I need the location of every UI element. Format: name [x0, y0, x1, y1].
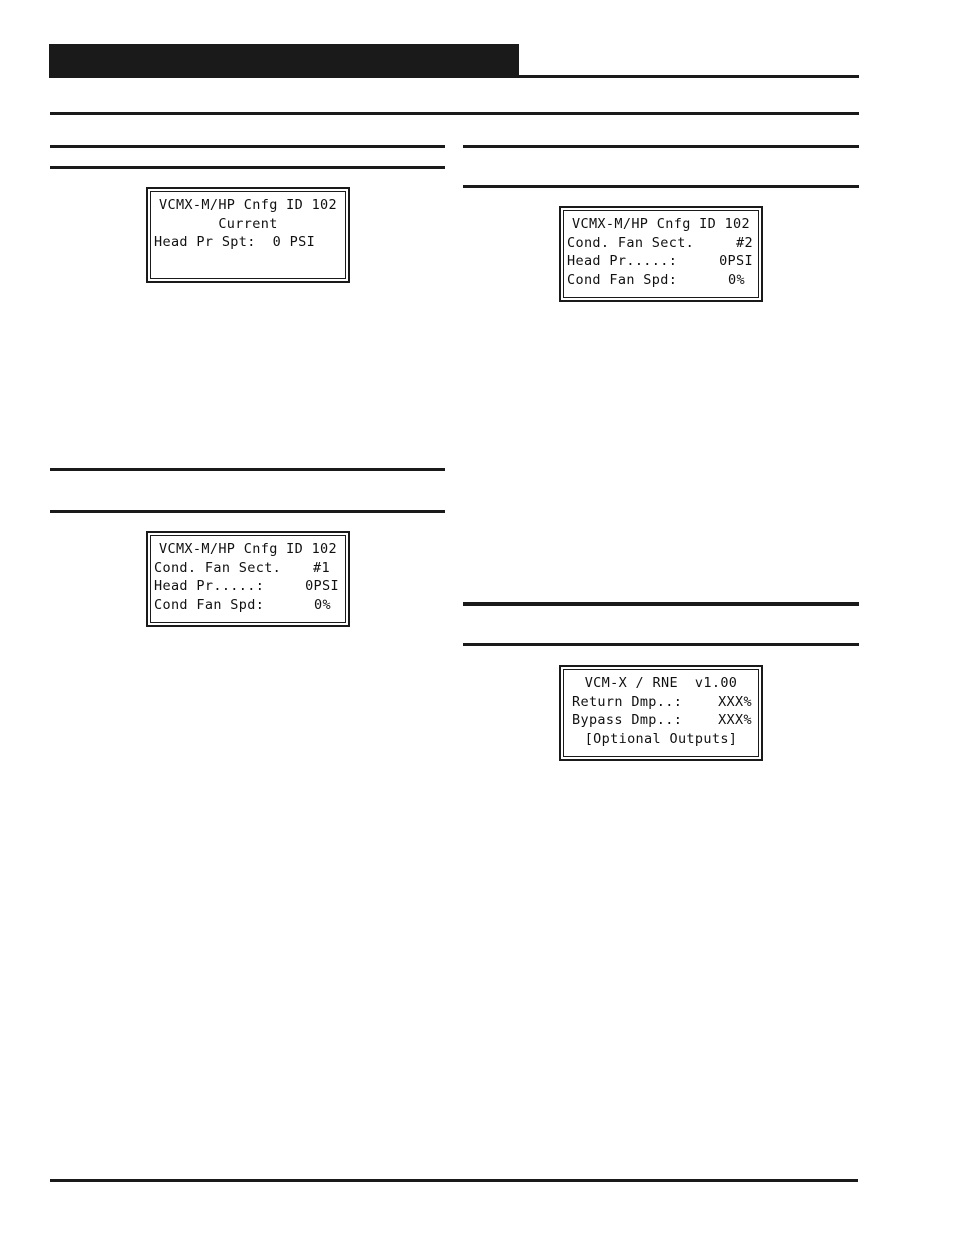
left-section-rule-2b [50, 510, 445, 513]
lcd-title: VCMX-M/HP Cnfg ID 102 [158, 197, 338, 213]
lcd-row-label: Cond Fan Spd: [154, 597, 265, 614]
page-header-rule [519, 75, 859, 78]
section-top-rule [50, 112, 859, 115]
lcd-display-fan-sect-1 [146, 531, 350, 627]
lcd-row-return-dmp [567, 693, 755, 712]
lcd-head-pr-spt-line: Head Pr Spt: 0 PSI [154, 234, 316, 251]
lcd-title: VCMX-M/HP Cnfg ID 102 [158, 541, 338, 557]
lcd-display-head-pr-spt [146, 187, 350, 283]
right-section-rule-1b [463, 185, 859, 188]
lcd-row-label: Head Pr.....: [154, 578, 265, 595]
lcd-row-label: Bypass Dmp..: [572, 712, 683, 729]
lcd-row-fan-sect [567, 234, 755, 253]
lcd-row-value: #1 [313, 559, 330, 576]
lcd-row-value: 0% [314, 597, 331, 614]
page-header-bar [49, 44, 519, 78]
lcd-title: VCMX-M/HP Cnfg ID 102 [571, 216, 751, 232]
page-footer-rule [50, 1179, 858, 1182]
lcd-row-value: #2 [736, 234, 753, 251]
right-section-rule-2a [463, 602, 859, 606]
lcd-title: VCM-X / RNE v1.00 [584, 675, 738, 691]
lcd-row-head-pr [567, 252, 755, 271]
lcd-subtitle: Current [218, 215, 278, 232]
lcd-display-fan-sect-2 [559, 206, 763, 302]
lcd-row-head-pr [154, 577, 342, 596]
lcd-row-label: Cond. Fan Sect. [567, 234, 695, 251]
lcd-row-value: 0% [728, 272, 745, 289]
left-section-rule-1a [50, 145, 445, 148]
lcd-row-value: 0PSI [719, 253, 753, 270]
lcd-row-value: 0PSI [305, 578, 339, 595]
lcd-row-label: Cond. Fan Sect. [154, 559, 282, 576]
lcd-row-value: XXX% [718, 693, 752, 710]
lcd-display-optional-outputs [559, 665, 763, 761]
lcd-row-label: Return Dmp..: [572, 693, 683, 710]
right-section-rule-2b [463, 643, 859, 646]
right-section-rule-1a [463, 145, 859, 148]
lcd-row-bypass-dmp [567, 711, 755, 730]
lcd-row-fan-spd [154, 596, 342, 615]
lcd-row-fan-sect [154, 559, 342, 578]
left-section-rule-2a [50, 468, 445, 471]
lcd-row-label: Cond Fan Spd: [567, 272, 678, 289]
lcd-row-fan-spd [567, 271, 755, 290]
lcd-footer: [Optional Outputs] [584, 731, 738, 748]
left-section-rule-1b [50, 166, 445, 169]
lcd-row-label: Head Pr.....: [567, 253, 678, 270]
lcd-row-value: XXX% [718, 712, 752, 729]
